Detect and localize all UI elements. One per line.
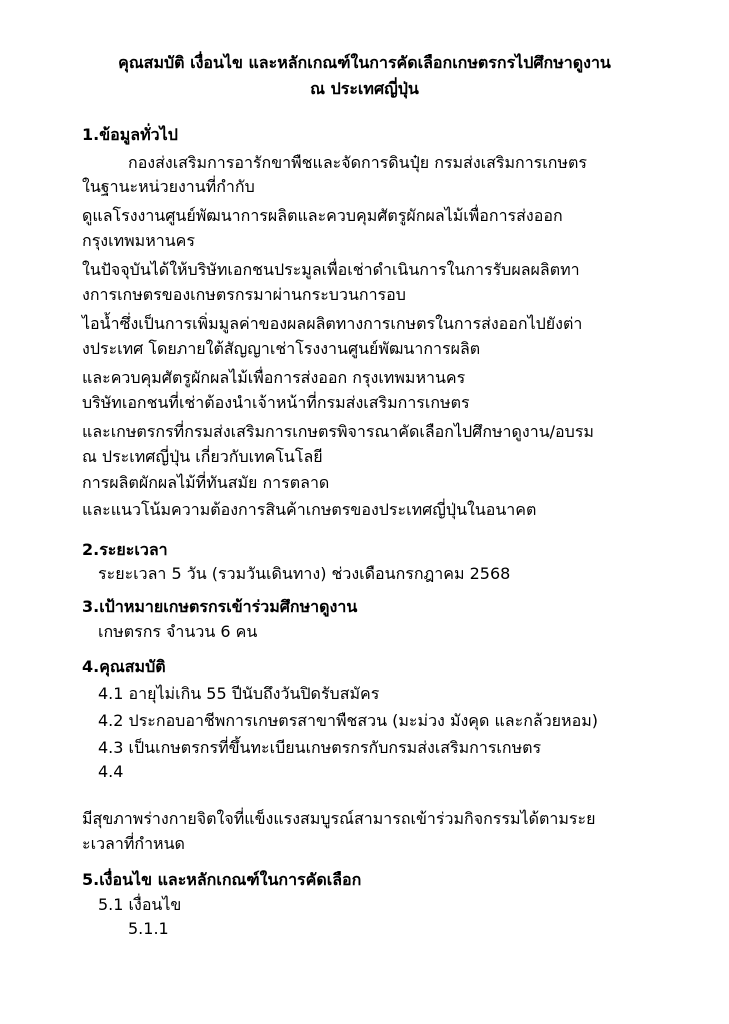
condition-item: 5.1 เงื่อนไข: [98, 895, 182, 914]
section-1-line: งประเทศ โดยภายใต้สัญญาเช่าโรงงานศูนย์พัฒนาการผลิต: [82, 339, 481, 358]
section-1-line: การผลิตผักผลไม้ที่ทันสมัย การตลาด: [82, 473, 330, 492]
section-1-heading: 1.ข้อมูลทั่วไป: [82, 125, 178, 144]
section-2-text: ระยะเวลา 5 วัน (รวมวันเดินทาง) ช่วงเดือนกรกฎาคม 2568: [98, 564, 511, 583]
section-1-line: ไอน้ำซึ่งเป็นการเพิ่มมูลค่าของผลผลิตทางการเกษตรในการส่งออกไปยังต่า: [82, 314, 583, 333]
section-1-line: บริษัทเอกชนที่เช่าต้องนำเจ้าหน้าที่กรมส่งเสริมการเกษตร: [82, 393, 470, 412]
section-2-heading: 2.ระยะเวลา: [82, 540, 168, 559]
section-1-line: ดูแลโรงงานศูนย์พัฒนาการผลิตและควบคุมศัตรูผักผลไม้เพื่อการส่งออก: [82, 206, 563, 225]
section-5-heading: 5.เงื่อนไข และหลักเกณฑ์ในการคัดเลือก: [82, 870, 362, 889]
section-1-line: ในปัจจุบันได้ให้บริษัทเอกชนประมูลเพื่อเช่าดำเนินการในการรับผลผลิตทา: [82, 260, 580, 279]
section-1-line: และเกษตรกรที่กรมส่งเสริมการเกษตรพิจารณาคัดเลือกไปศึกษาดูงาน/อบรม: [82, 422, 594, 441]
section-1-line: ณ ประเทศญี่ปุ่น เกี่ยวกับเทคโนโลยี: [82, 447, 323, 466]
section-1-line: กองส่งเสริมการอารักขาพืชและจัดการดินปุ๋ย กรมส่งเสริมการเกษตร: [128, 153, 587, 172]
condition-subitem: 5.1.1: [128, 919, 169, 938]
document-title-line-1: คุณสมบัติ เงื่อนไข และหลักเกณฑ์ในการคัดเลือกเกษตรกรไปศึกษาดูงาน: [118, 53, 611, 72]
section-1-line: และควบคุมศัตรูผักผลไม้เพื่อการส่งออก กรุงเทพมหานคร: [82, 368, 466, 387]
document-title-line-2: ณ ประเทศญี่ปุ่น: [310, 79, 419, 98]
qualification-item: 4.3 เป็นเกษตรกรที่ขึ้นทะเบียนเกษตรกรกับกรมส่งเสริมการเกษตร: [98, 738, 542, 757]
qualification-note-line: ะเวลาที่กำหนด: [82, 834, 185, 853]
section-3-heading: 3.เป้าหมายเกษตรกรเข้าร่วมศึกษาดูงาน: [82, 597, 358, 616]
qualification-item: 4.4: [98, 762, 124, 781]
section-1-line: งการเกษตรของเกษตรกรมาผ่านกระบวนการอบ: [82, 285, 406, 304]
section-4-heading: 4.คุณสมบัติ: [82, 657, 166, 676]
section-1-line: และแนวโน้มความต้องการสินค้าเกษตรของประเทศญี่ปุ่นในอนาคต: [82, 500, 537, 519]
qualification-item: 4.2 ประกอบอาชีพการเกษตรสาขาพืชสวน (มะม่วง มังคุด และกล้วยหอม): [98, 711, 598, 730]
section-1-line: ในฐานะหน่วยงานที่กำกับ: [82, 177, 255, 196]
section-1-line: กรุงเทพมหานคร: [82, 231, 195, 250]
section-3-text: เกษตรกร จำนวน 6 คน: [98, 622, 258, 641]
qualification-note-line: มีสุขภาพร่างกายจิตใจที่แข็งแรงสมบูรณ์สามารถเข้าร่วมกิจกรรมได้ตามระย: [82, 809, 596, 828]
qualification-item: 4.1 อายุไม่เกิน 55 ปีนับถึงวันปิดรับสมัคร: [98, 684, 380, 703]
